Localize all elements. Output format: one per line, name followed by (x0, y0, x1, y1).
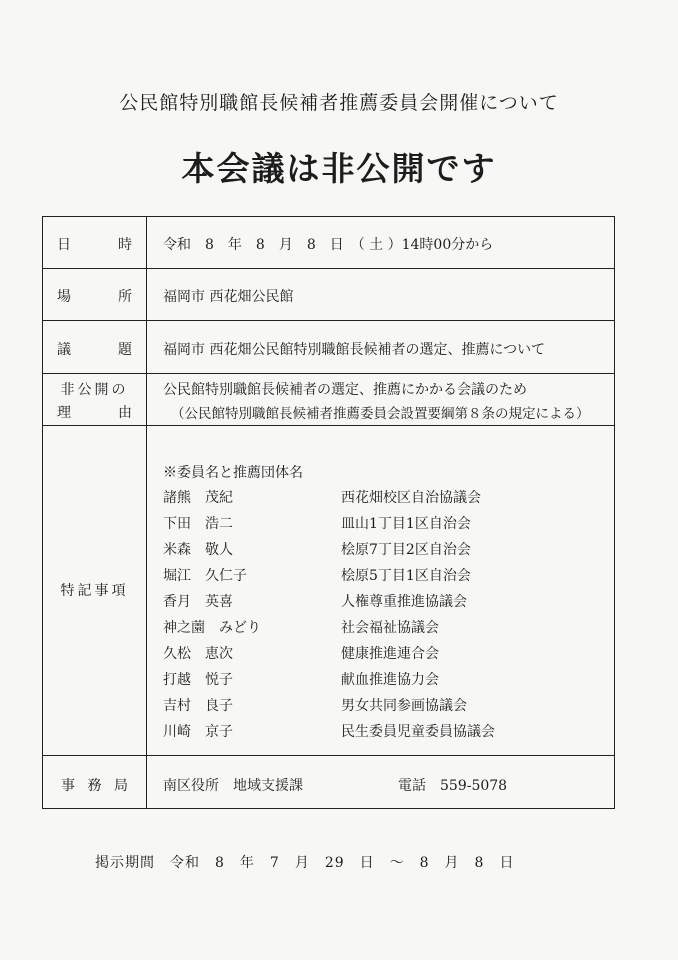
member-org: 桧原7丁目2区自治会 (341, 542, 471, 558)
member-org: 男女共同参画協議会 (341, 698, 467, 714)
notice-subtitle: 公民館特別職館長候補者推薦委員会開催について (119, 92, 559, 114)
label-office (43, 756, 147, 808)
label-notes (43, 426, 147, 755)
value-office: 南区役所 地域支援課 (163, 778, 303, 794)
value-reason-line-1: 公民館特別職館長候補者の選定、推薦にかかる会議のため (163, 382, 527, 398)
member-name: 打越 悦子 (163, 672, 233, 688)
member-org: 献血推進協力会 (341, 672, 439, 688)
member-org: 民生委員児童委員協議会 (341, 724, 495, 740)
member-name: 神之薗 みどり (163, 620, 261, 636)
label-notes-text: 特記事項 (60, 583, 129, 599)
label-reason-char-1: 理 (57, 405, 71, 421)
label-place-char-1: 場 (57, 289, 71, 305)
notice-title: 本会議は非公開です (181, 149, 497, 188)
member-name: 米森 敬人 (163, 542, 233, 558)
row-notes (43, 426, 614, 756)
member-org: 健康推進連合会 (341, 646, 439, 662)
label-date-char-1: 日 (57, 237, 71, 253)
member-name: 川崎 京子 (163, 724, 233, 740)
posting-period: 掲示期間 令和 8 年 7 月 29 日 ～ 8 月 8 日 (95, 855, 515, 871)
value-place: 福岡市 西花畑公民館 (163, 289, 294, 305)
member-org: 人権尊重推進協議会 (341, 594, 467, 610)
label-place (43, 269, 147, 320)
member-org: 社会福祉協議会 (341, 620, 439, 636)
value-phone: 電話 559-5078 (398, 778, 508, 794)
row-reason (43, 374, 614, 426)
member-name: 吉村 良子 (163, 698, 233, 714)
member-name: 久松 恵次 (163, 646, 233, 662)
value-agenda: 福岡市 西花畑公民館特別職館長候補者の選定、推薦について (163, 342, 546, 358)
label-date-char-2: 時 (118, 237, 132, 253)
label-place-char-2: 所 (118, 289, 132, 305)
members-heading: ※委員名と推薦団体名 (163, 465, 303, 481)
label-reason-line-1: 非公開の (60, 382, 129, 398)
member-org: 皿山1丁目1区自治会 (341, 516, 471, 532)
label-reason-char-2: 由 (118, 405, 132, 421)
label-agenda (43, 321, 147, 373)
member-org: 桧原5丁目1区自治会 (341, 568, 471, 584)
member-name: 堀江 久仁子 (163, 568, 247, 584)
label-office-char-3: 局 (114, 778, 128, 794)
members-list (163, 426, 614, 755)
label-date (43, 217, 147, 268)
member-name: 香月 英喜 (163, 594, 233, 610)
label-agenda-char-2: 題 (118, 342, 132, 358)
info-table (42, 216, 615, 809)
row-date (43, 217, 614, 269)
label-agenda-char-1: 議 (57, 342, 71, 358)
member-org: 西花畑校区自治協議会 (341, 490, 481, 506)
row-place (43, 269, 614, 321)
member-name: 下田 浩二 (163, 516, 233, 532)
label-office-char-1: 事 (61, 778, 75, 794)
value-reason-line-2: （公民館特別職館長候補者推薦委員会設置要綱第８条の規定による） (171, 406, 590, 422)
member-name: 諸熊 茂紀 (163, 490, 233, 506)
row-office (43, 756, 614, 808)
label-office-char-2: 務 (87, 778, 102, 794)
label-reason (43, 374, 147, 425)
value-date: 令和 8 年 8 月 8 日 （ 土 ）14時00分から (163, 237, 494, 253)
row-agenda (43, 321, 614, 374)
